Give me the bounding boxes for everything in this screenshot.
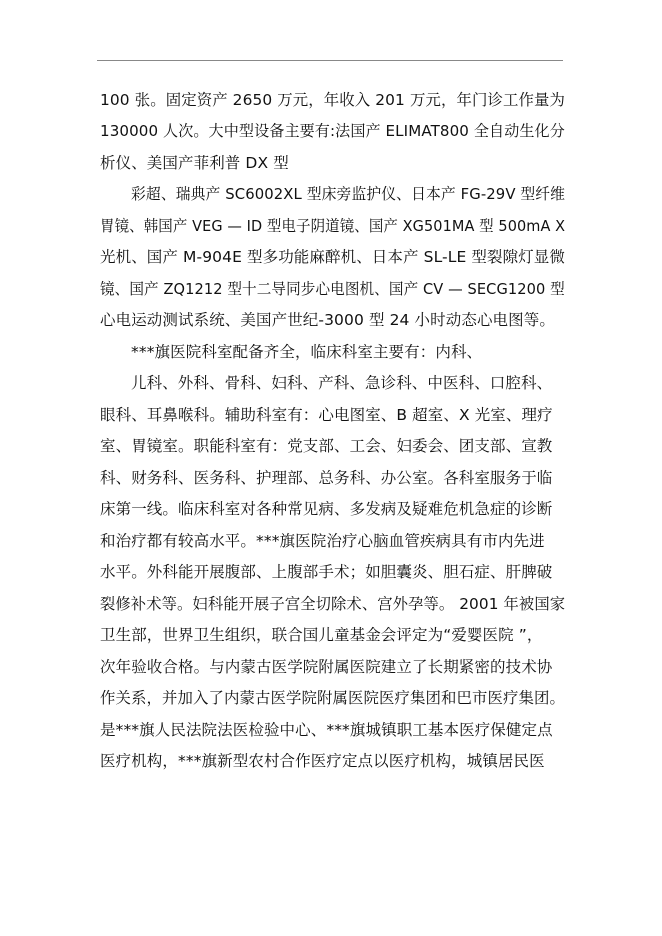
text-line: 卫生部，世界卫生组织，联合国儿童基金会评定为“爱婴医院 ”，	[100, 626, 543, 644]
text-line: ***旗医院科室配备齐全，临床科室主要有：内科、	[131, 343, 483, 361]
text-line: 130000 人次。大中型设备主要有:法国产 ELIMAT800 全自动生化分	[100, 122, 565, 140]
header-rule	[97, 60, 563, 61]
text-line: 100 张。固定资产 2650 万元，年收入 201 万元，年门诊工作量为	[100, 91, 565, 109]
text-line: 室、胃镜室。职能科室有：党支部、工会、妇委会、团支部、宣教	[100, 437, 553, 455]
text-line: 胃镜、韩国产 VEG — ID 型电子阴道镜、国产 XG501MA 型 500mA X	[100, 217, 566, 235]
text-line: 科、财务科、医务科、护理部、总务科、办公室。各科室服务于临	[100, 469, 553, 487]
text-line: 儿科、外科、骨科、妇科、产科、急诊科、中医科、口腔科、	[131, 374, 553, 392]
text-line: 彩超、瑞典产 SC6002XL 型床旁监护仪、日本产 FG-29V 型纤维	[131, 185, 566, 203]
text-line: 水平。外科能开展腹部、上腹部手术；如胆囊炎、胆石症、肝脾破	[100, 563, 553, 581]
text-line: 作关系，并加入了内蒙古医学院附属医院医疗集团和巴市医疗集团。	[100, 689, 566, 707]
text-line: 和治疗都有较高水平。***旗医院治疗心脑血管疾病具有市内先进	[100, 532, 545, 550]
text-line: 心电运动测试系统、美国产世纪-3000 型 24 小时动态心电图等。	[100, 311, 555, 329]
text-line: 次年验收合格。与内蒙古医学院附属医院建立了长期紧密的技术协	[100, 658, 553, 676]
text-line: 医疗机构，***旗新型农村合作医疗定点以医疗机构，城镇居民医	[100, 752, 545, 770]
text-line: 光机、国产 M-904E 型多功能麻醉机、日本产 SL-LE 型裂隙灯显微	[100, 248, 565, 266]
text-line: 床第一线。临床科室对各种常见病、多发病及疑难危机急症的诊断	[100, 500, 553, 518]
text-line: 是***旗人民法院法医检验中心、***旗城镇职工基本医疗保健定点	[100, 721, 553, 739]
text-line: 眼科、耳鼻喉科。辅助科室有：心电图室、B 超室、X 光室、理疗	[100, 406, 553, 424]
text-line: 析仪、美国产菲利普 DX 型	[100, 154, 289, 172]
text-line: 裂修补术等。妇科能开展子宫全切除术、宫外孕等。 2001 年被国家	[100, 595, 566, 613]
text-line: 镜、国产 ZQ1212 型十二导同步心电图机、国产 CV — SECG1200 型	[100, 280, 565, 298]
